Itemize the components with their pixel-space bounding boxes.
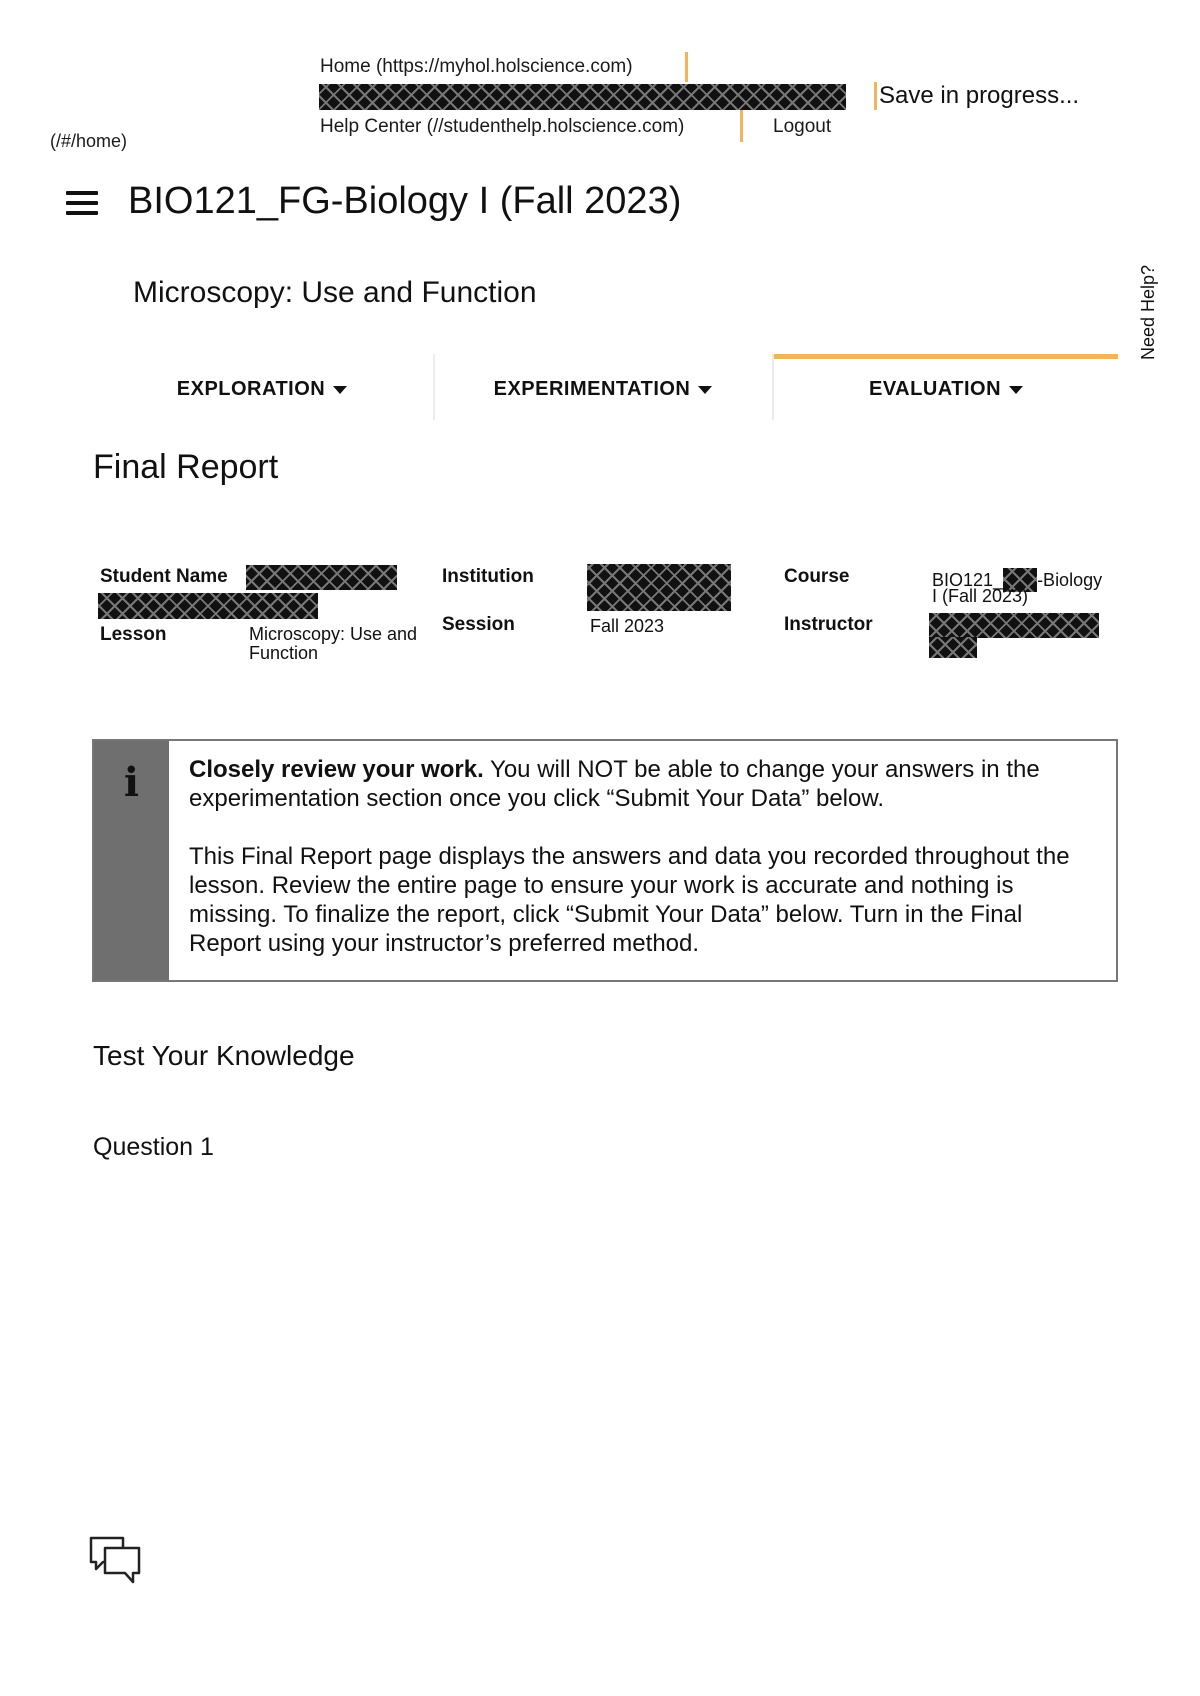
redacted-instructor (929, 613, 1099, 638)
redacted-student-name (98, 593, 318, 619)
lesson-label: Lesson (100, 624, 167, 645)
tab-label: EXPERIMENTATION (493, 377, 691, 400)
caret-down-icon (333, 386, 347, 394)
question-label: Question 1 (93, 1133, 214, 1161)
notice-lead-rest: You will NOT be able to change your answers in the experimentation section once you click “Submit Your Data” below. (189, 756, 1040, 812)
nav-separator (740, 110, 743, 142)
help-center-link[interactable]: Help Center (//studenthelp.holscience.com) (320, 116, 685, 137)
section-heading: Test Your Knowledge (93, 1040, 355, 1071)
redacted-student-name (246, 565, 397, 590)
tab-experimentation[interactable] (435, 358, 771, 420)
page-title: Final Report (93, 448, 279, 486)
redacted-user-name (319, 84, 846, 110)
redacted-institution (587, 564, 731, 611)
notice-body (169, 741, 1116, 980)
caret-down-icon (698, 386, 712, 394)
tab-label: EXPLORATION (176, 377, 326, 400)
tab-label: EVALUATION (868, 377, 1002, 400)
review-notice (92, 739, 1118, 982)
notice-paragraph-1 (189, 755, 1096, 813)
course-label: Course (784, 566, 850, 587)
notice-paragraph-2: This Final Report page displays the answers and data you recorded throughout the lesson. Review the entire page to ensure your work is accurate and nothing is missing. To finalize the report, click “Submit Your Data” below. Turn in the Final Report using your instructor’s preferred method. (189, 843, 1070, 957)
redacted-instructor (929, 637, 977, 658)
caret-down-icon (1009, 386, 1023, 394)
lesson-value: Microscopy: Use and Function (249, 624, 418, 663)
instructor-label: Instructor (784, 614, 873, 635)
hamburger-menu-icon[interactable] (66, 191, 98, 215)
notice-bold-lead: Closely review your work. (189, 756, 484, 783)
nav-separator (685, 52, 688, 82)
chat-bubbles-icon[interactable] (88, 1535, 144, 1589)
home-anchor-link[interactable]: (/#/home) (50, 131, 128, 151)
course-value-line2: I (Fall 2023) (932, 586, 1029, 606)
course-value-prefix: BIO121_ (932, 570, 1004, 590)
session-label: Session (442, 614, 515, 635)
course-title: BIO121_FG-Biology I (Fall 2023) (128, 180, 682, 222)
institution-label: Institution (442, 566, 534, 587)
notice-sidebar (94, 741, 169, 980)
home-link[interactable]: Home (https://myhol.holscience.com) (320, 56, 633, 77)
tab-evaluation[interactable] (774, 358, 1118, 420)
logout-link[interactable]: Logout (773, 116, 832, 137)
student-name-label: Student Name (100, 566, 228, 587)
session-value: Fall 2023 (590, 616, 665, 636)
need-help-tab[interactable]: Need Help? (1138, 264, 1158, 360)
tab-exploration[interactable] (92, 358, 432, 420)
lesson-title: Microscopy: Use and Function (133, 276, 537, 309)
info-icon: i (123, 759, 140, 806)
save-status: Save in progress... (874, 82, 1079, 110)
course-value-mid: -Biology (1037, 570, 1103, 590)
